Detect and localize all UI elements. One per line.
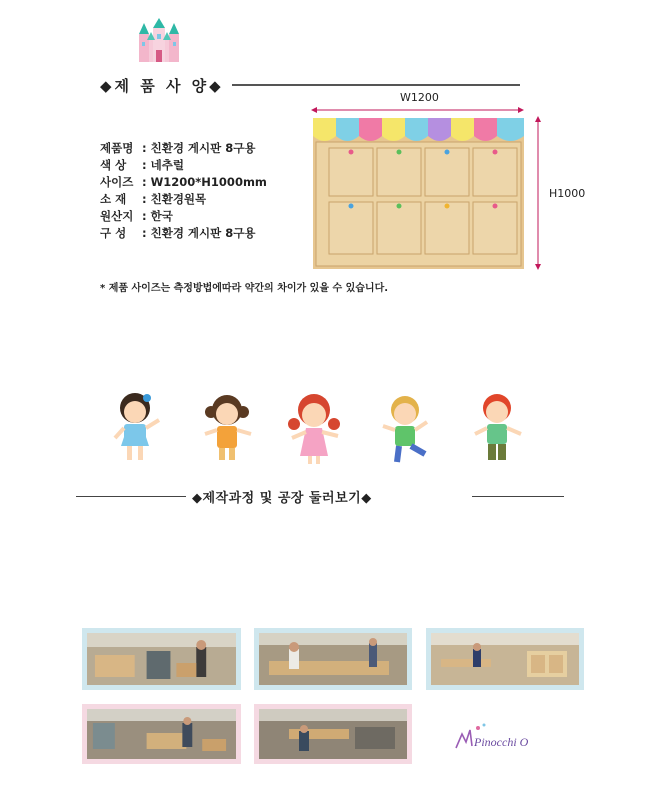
pinocchio-logo bbox=[452, 720, 562, 756]
spec-value: : 네추럴 bbox=[142, 158, 184, 172]
spec-label: 제품명 bbox=[100, 141, 134, 155]
factory-photo-2 bbox=[254, 628, 412, 690]
spec-line-size bbox=[100, 174, 267, 190]
spec-line-material bbox=[100, 191, 206, 207]
spec-label: 구 성 bbox=[100, 226, 127, 240]
spec-label: 원산지 bbox=[100, 209, 134, 223]
spec-line-origin bbox=[100, 208, 173, 224]
size-disclaimer-note: * 제품 사이즈는 측정방법에따라 약간의 차이가 있을 수 있습니다. bbox=[100, 283, 389, 294]
logo-text: Pinocchi O bbox=[474, 735, 529, 749]
factory-photo-3 bbox=[426, 628, 584, 690]
spec-label: 사이즈 bbox=[100, 175, 134, 189]
spec-value: : 친환경원목 bbox=[142, 192, 207, 206]
bulletin-board-image bbox=[313, 118, 524, 269]
heading-divider-left bbox=[76, 496, 186, 497]
spec-line-name bbox=[100, 140, 255, 156]
spec-label: 색 상 bbox=[100, 158, 127, 172]
process-heading: ◆제작과정 및 공장 둘러보기◆ bbox=[192, 491, 372, 506]
spec-label: 소 재 bbox=[100, 192, 127, 206]
spec-heading: ◆제 품 사 양◆ bbox=[100, 77, 224, 95]
spec-line-color bbox=[100, 157, 184, 173]
spec-value: : W1200*H1000mm bbox=[142, 175, 267, 189]
width-dimension-arrow-icon bbox=[311, 106, 524, 114]
width-dimension-label: W1200 bbox=[400, 91, 439, 104]
spec-value: : 한국 bbox=[142, 209, 173, 223]
height-dimension-label: H1000 bbox=[549, 187, 586, 200]
spec-value: : 친환경 게시판 8구용 bbox=[142, 141, 256, 155]
heading-divider bbox=[232, 84, 520, 86]
kids-illustration bbox=[95, 390, 555, 470]
height-dimension-arrow-icon bbox=[533, 116, 543, 270]
spec-line-composition bbox=[100, 225, 255, 241]
factory-photo-4 bbox=[82, 704, 241, 764]
castle-icon bbox=[135, 18, 183, 66]
spec-value: : 친환경 게시판 8구용 bbox=[142, 226, 256, 240]
factory-photo-1 bbox=[82, 628, 241, 690]
factory-photo-5 bbox=[254, 704, 412, 764]
heading-divider-right bbox=[472, 496, 564, 497]
